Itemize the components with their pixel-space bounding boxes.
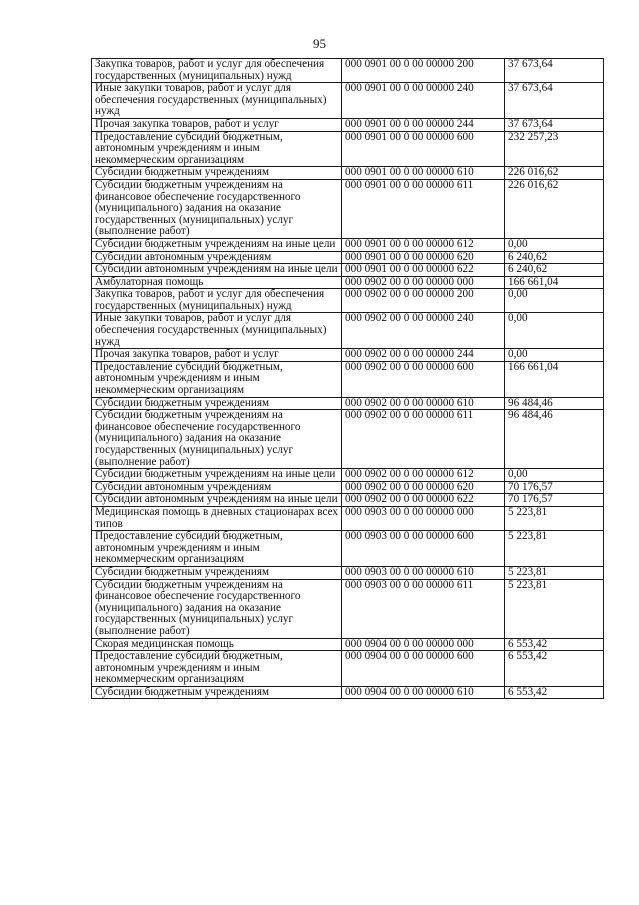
row-amount-cell: 0,00 — [505, 349, 604, 362]
table-row — [92, 179, 604, 238]
budget-table-body — [92, 59, 604, 699]
row-amount-cell: 6 553,42 — [505, 651, 604, 687]
table-row — [92, 506, 604, 530]
row-code-cell: 000 0901 00 0 00 00000 622 — [342, 264, 505, 277]
row-code-cell: 000 0902 00 0 00 00000 610 — [342, 397, 505, 410]
row-amount-cell: 37 673,64 — [505, 83, 604, 119]
table-row — [92, 131, 604, 167]
table-row — [92, 531, 604, 567]
table-row — [92, 349, 604, 362]
row-name-cell: Скорая медицинская помощь — [92, 638, 342, 651]
table-row — [92, 651, 604, 687]
table-row — [92, 410, 604, 469]
row-code-cell: 000 0903 00 0 00 00000 600 — [342, 531, 505, 567]
row-name-cell: Предоставление субсидий бюджетным, автономным учреждениям и иным некоммерческим организациям — [92, 131, 342, 167]
row-code-cell: 000 0902 00 0 00 00000 600 — [342, 361, 505, 397]
table-row — [92, 251, 604, 264]
row-amount-cell: 166 661,04 — [505, 361, 604, 397]
row-name-cell: Амбулаторная помощь — [92, 276, 342, 289]
row-name-cell: Иные закупки товаров, работ и услуг для обеспечения государственных (муниципальных) нужд — [92, 313, 342, 349]
row-code-cell: 000 0901 00 0 00 00000 620 — [342, 251, 505, 264]
row-code-cell: 000 0901 00 0 00 00000 240 — [342, 83, 505, 119]
row-code-cell: 000 0903 00 0 00 00000 610 — [342, 566, 505, 579]
row-amount-cell: 37 673,64 — [505, 59, 604, 83]
table-row — [92, 313, 604, 349]
row-name-cell: Субсидии бюджетным учреждениям — [92, 566, 342, 579]
row-name-cell: Субсидии бюджетным учреждениям на иные цели — [92, 469, 342, 482]
row-amount-cell: 5 223,81 — [505, 566, 604, 579]
row-code-cell: 000 0902 00 0 00 00000 611 — [342, 410, 505, 469]
row-name-cell: Предоставление субсидий бюджетным, автономным учреждениям и иным некоммерческим организациям — [92, 361, 342, 397]
table-row — [92, 566, 604, 579]
row-name-cell: Субсидии автономным учреждениям — [92, 251, 342, 264]
row-code-cell: 000 0901 00 0 00 00000 610 — [342, 167, 505, 180]
row-code-cell: 000 0901 00 0 00 00000 200 — [342, 59, 505, 83]
row-name-cell: Субсидии автономным учреждениям — [92, 481, 342, 494]
table-row — [92, 59, 604, 83]
row-name-cell: Субсидии бюджетным учреждениям на финансовое обеспечение государственного (муниципального) задания на оказание государственных (муниципальных) услуг (выполнение работ) — [92, 179, 342, 238]
row-amount-cell: 0,00 — [505, 238, 604, 251]
row-amount-cell: 96 484,46 — [505, 410, 604, 469]
row-code-cell: 000 0902 00 0 00 00000 244 — [342, 349, 505, 362]
table-row — [92, 397, 604, 410]
table-row — [92, 481, 604, 494]
row-amount-cell: 6 553,42 — [505, 686, 604, 699]
row-name-cell: Субсидии бюджетным учреждениям на финансовое обеспечение государственного (муниципального) задания на оказание государственных (муниципальных) услуг (выполнение работ) — [92, 410, 342, 469]
row-amount-cell: 70 176,57 — [505, 481, 604, 494]
row-amount-cell: 0,00 — [505, 313, 604, 349]
table-row — [92, 238, 604, 251]
row-amount-cell: 232 257,23 — [505, 131, 604, 167]
row-name-cell: Субсидии бюджетным учреждениям — [92, 686, 342, 699]
row-amount-cell: 37 673,64 — [505, 118, 604, 131]
row-code-cell: 000 0903 00 0 00 00000 000 — [342, 506, 505, 530]
row-code-cell: 000 0902 00 0 00 00000 000 — [342, 276, 505, 289]
row-name-cell: Медицинская помощь в дневных стационарах всех типов — [92, 506, 342, 530]
row-name-cell: Субсидии бюджетным учреждениям — [92, 397, 342, 410]
row-name-cell: Предоставление субсидий бюджетным, автономным учреждениям и иным некоммерческим организациям — [92, 651, 342, 687]
row-amount-cell: 6 240,62 — [505, 251, 604, 264]
table-row — [92, 686, 604, 699]
table-row — [92, 361, 604, 397]
row-name-cell: Субсидии автономным учреждениям на иные цели — [92, 264, 342, 277]
table-row — [92, 579, 604, 638]
row-code-cell: 000 0902 00 0 00 00000 612 — [342, 469, 505, 482]
table-row — [92, 264, 604, 277]
row-code-cell: 000 0901 00 0 00 00000 612 — [342, 238, 505, 251]
row-amount-cell: 96 484,46 — [505, 397, 604, 410]
row-amount-cell: 70 176,57 — [505, 494, 604, 507]
table-row — [92, 167, 604, 180]
table-row — [92, 289, 604, 313]
row-amount-cell: 5 223,81 — [505, 531, 604, 567]
row-amount-cell: 6 240,62 — [505, 264, 604, 277]
table-row — [92, 469, 604, 482]
row-name-cell: Прочая закупка товаров, работ и услуг — [92, 349, 342, 362]
table-row — [92, 83, 604, 119]
table-row — [92, 638, 604, 651]
row-name-cell: Иные закупки товаров, работ и услуг для обеспечения государственных (муниципальных) нужд — [92, 83, 342, 119]
table-row — [92, 276, 604, 289]
row-code-cell: 000 0902 00 0 00 00000 620 — [342, 481, 505, 494]
row-name-cell: Субсидии бюджетным учреждениям на иные цели — [92, 238, 342, 251]
row-name-cell: Закупка товаров, работ и услуг для обеспечения государственных (муниципальных) нужд — [92, 59, 342, 83]
table-row — [92, 494, 604, 507]
row-name-cell: Закупка товаров, работ и услуг для обеспечения государственных (муниципальных) нужд — [92, 289, 342, 313]
budget-table — [91, 58, 604, 699]
row-amount-cell: 166 661,04 — [505, 276, 604, 289]
row-code-cell: 000 0904 00 0 00 00000 000 — [342, 638, 505, 651]
row-code-cell: 000 0902 00 0 00 00000 200 — [342, 289, 505, 313]
row-code-cell: 000 0904 00 0 00 00000 600 — [342, 651, 505, 687]
row-code-cell: 000 0903 00 0 00 00000 611 — [342, 579, 505, 638]
row-amount-cell: 226 016,62 — [505, 179, 604, 238]
row-code-cell: 000 0901 00 0 00 00000 244 — [342, 118, 505, 131]
row-name-cell: Предоставление субсидий бюджетным, автономным учреждениям и иным некоммерческим организациям — [92, 531, 342, 567]
row-amount-cell: 226 016,62 — [505, 167, 604, 180]
table-row — [92, 118, 604, 131]
row-name-cell: Субсидии автономным учреждениям на иные цели — [92, 494, 342, 507]
row-code-cell: 000 0904 00 0 00 00000 610 — [342, 686, 505, 699]
row-amount-cell: 0,00 — [505, 289, 604, 313]
row-amount-cell: 6 553,42 — [505, 638, 604, 651]
row-code-cell: 000 0902 00 0 00 00000 622 — [342, 494, 505, 507]
row-code-cell: 000 0901 00 0 00 00000 611 — [342, 179, 505, 238]
row-amount-cell: 5 223,81 — [505, 506, 604, 530]
row-amount-cell: 0,00 — [505, 469, 604, 482]
row-name-cell: Субсидии бюджетным учреждениям на финансовое обеспечение государственного (муниципального) задания на оказание государственных (муниципальных) услуг (выполнение работ) — [92, 579, 342, 638]
row-name-cell: Субсидии бюджетным учреждениям — [92, 167, 342, 180]
page-number: 95 — [313, 36, 326, 51]
row-code-cell: 000 0902 00 0 00 00000 240 — [342, 313, 505, 349]
row-code-cell: 000 0901 00 0 00 00000 600 — [342, 131, 505, 167]
row-amount-cell: 5 223,81 — [505, 579, 604, 638]
row-name-cell: Прочая закупка товаров, работ и услуг — [92, 118, 342, 131]
